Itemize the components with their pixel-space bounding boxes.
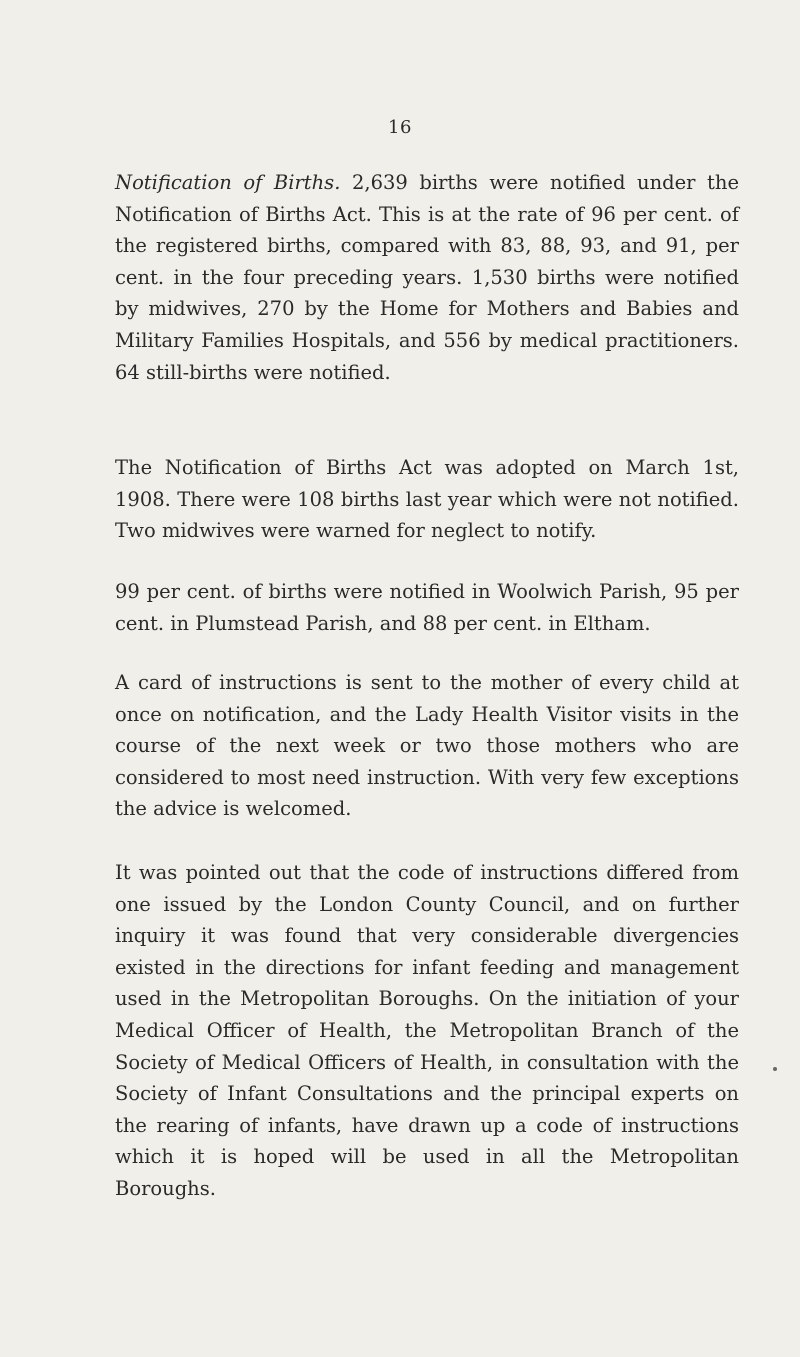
paragraph-text: 2,639 births were notified under the Notification of Births Act. This is at the rate of 96 per cent. of the registered births, compared with 83, 88, 93, and 91, per cent. in the four preceding years. 1,530 births were notified by midwives, 270 by the Home for Mothers and Babies and Military Families Hospitals, and 556 by medical practitioners. 64 still-births were notified. bbox=[115, 171, 739, 384]
paragraph-notification-of-births bbox=[115, 167, 739, 388]
paragraph-card-of-instructions: A card of instructions is sent to the mother of every child at once on notification, and the Lady Health Visitor visits in the course of the next week or two those mothers who are considered to most need instruction. With very few exceptions the advice is welcomed. bbox=[115, 671, 739, 821]
print-speck bbox=[773, 1067, 777, 1071]
paragraph-code-of-instructions: It was pointed out that the code of instructions differed from one issued by the London County Council, and on further inquiry it was found that very considerable divergencies existed in the directions for infant feeding and management used in the Metropolitan Boroughs. On the initiation of your Medical Officer of Health, the Metropolitan Branch of the Society of Medical Officers of Health, in consultation with the Society of Infant Consultations and the principal experts on the rearing of infants, have drawn up a code of instructions which it is hoped will be used in all the Metropolitan Boroughs. bbox=[115, 861, 739, 1200]
paragraph-act-adoption: The Notification of Births Act was adopted on March 1st, 1908. There were 108 births last year which were not notified. Two midwives were warned for neglect to notify. bbox=[115, 456, 739, 543]
page-number: 16 bbox=[388, 117, 412, 138]
paragraph-parish-rates: 99 per cent. of births were notified in Woolwich Parish, 95 per cent. in Plumstead Parish, and 88 per cent. in Eltham. bbox=[115, 580, 739, 635]
paragraph-lead-heading: Notification of Births. bbox=[115, 171, 341, 194]
